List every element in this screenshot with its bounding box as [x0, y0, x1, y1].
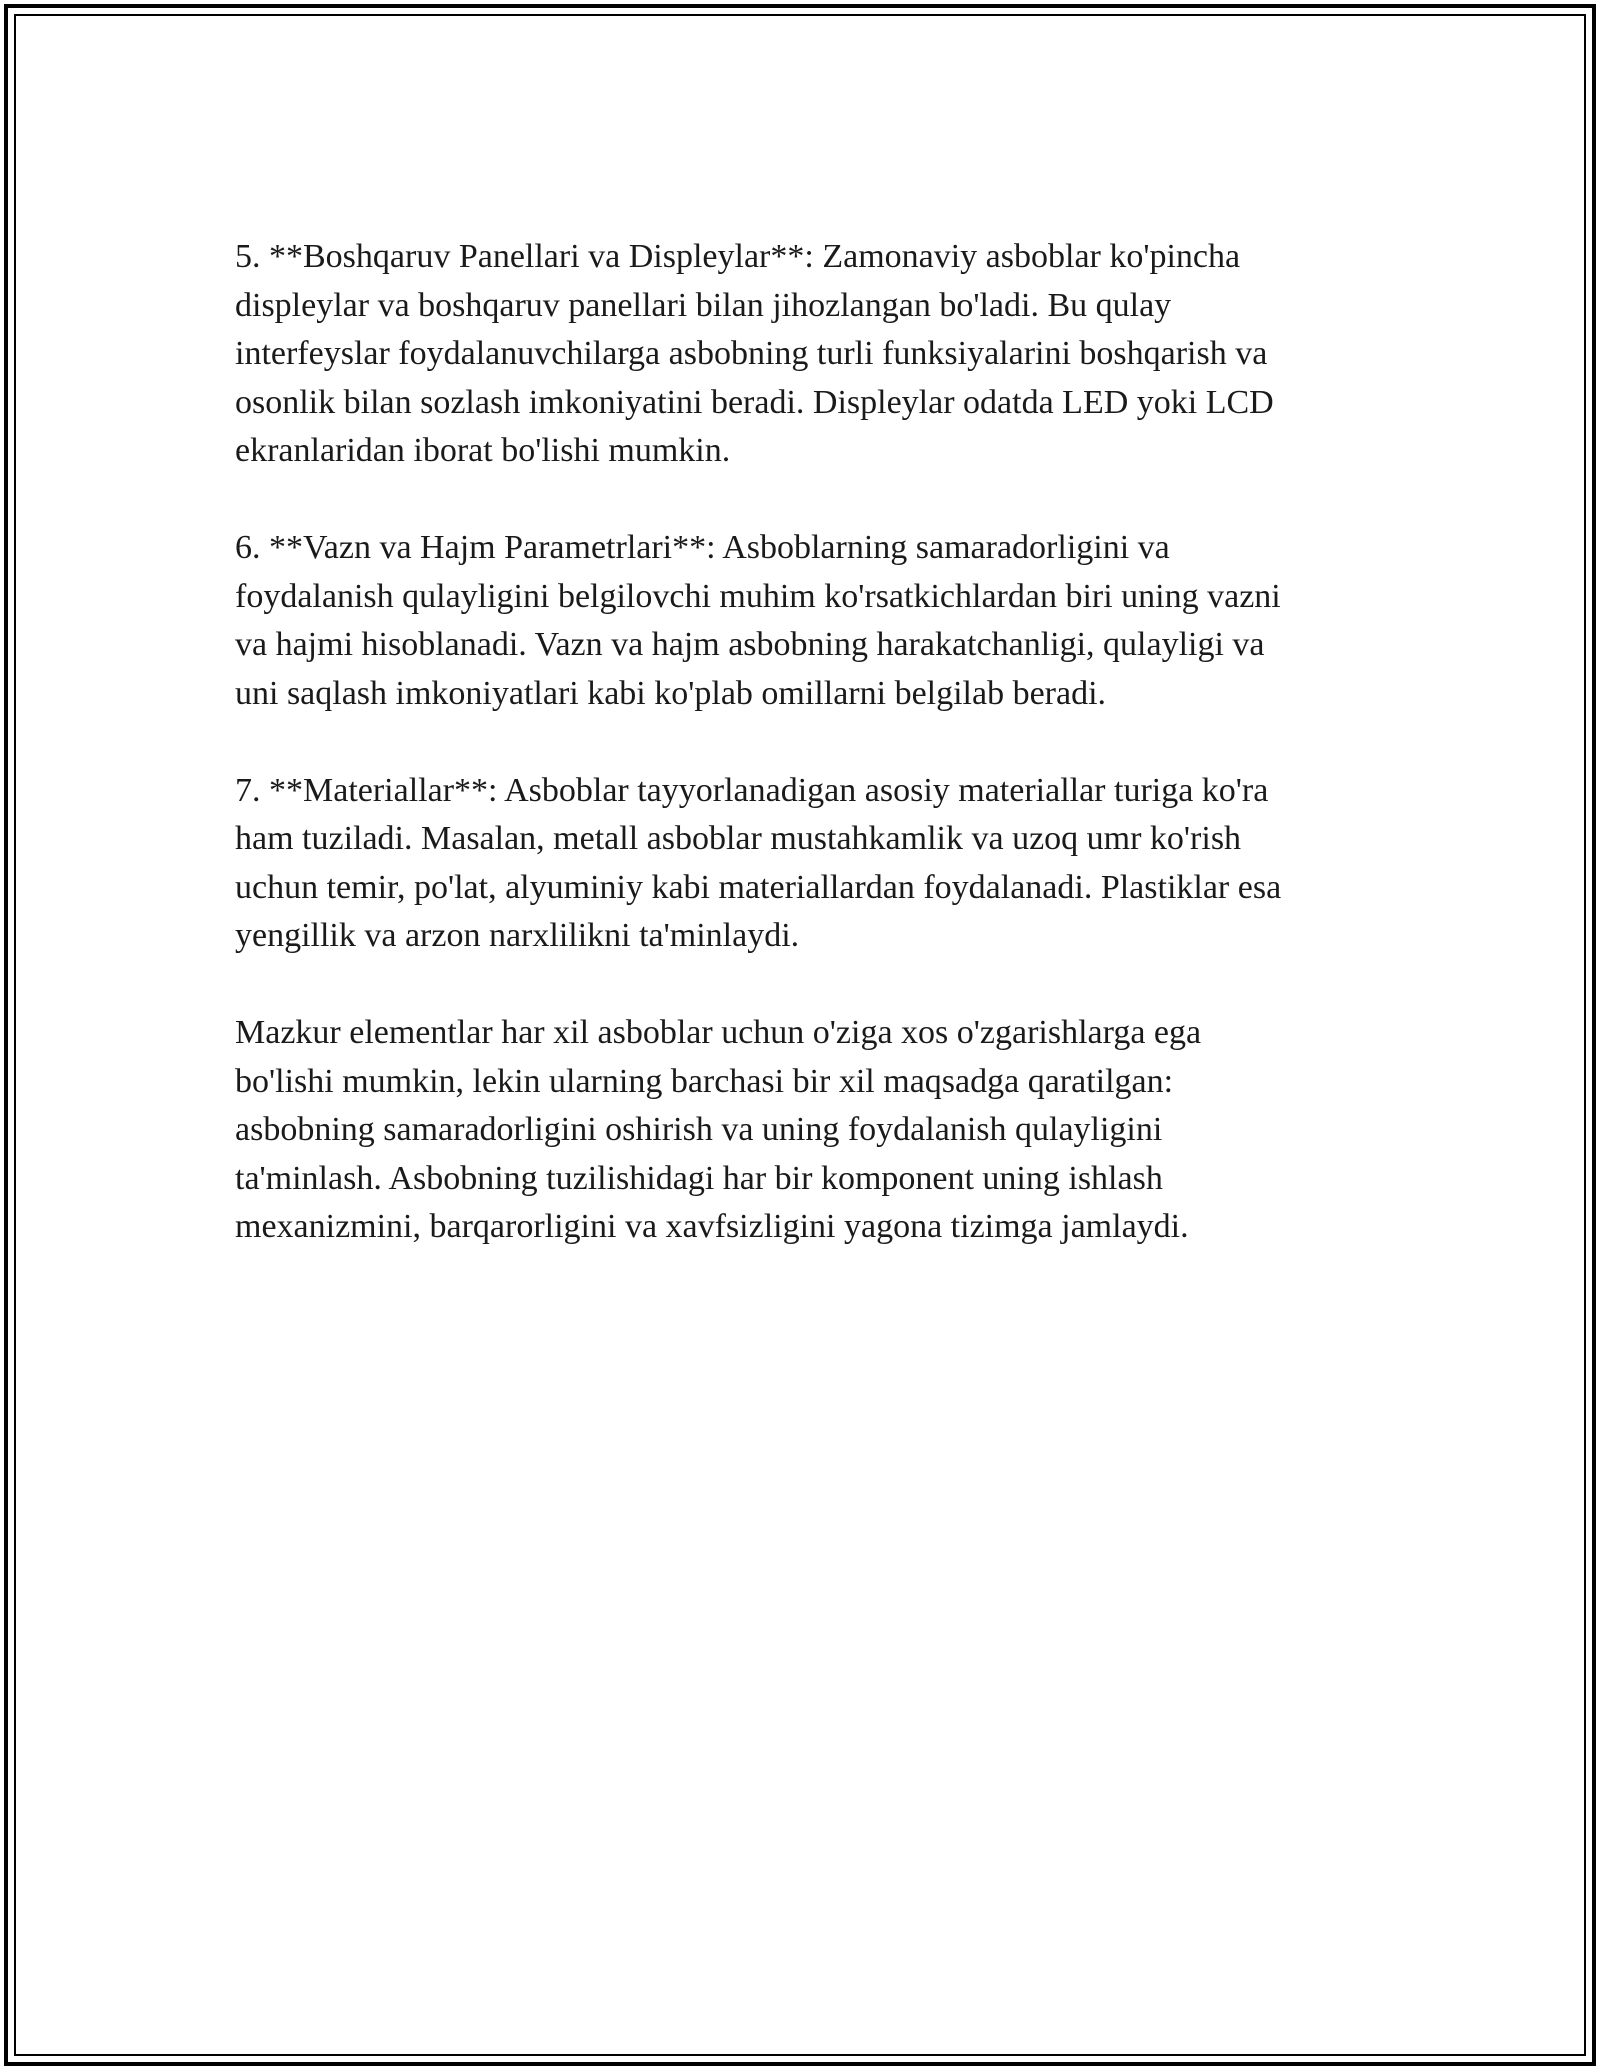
text-line: displeylar va boshqaruv panellari bilan jihozlangan bo'ladi. Bu qulay: [235, 286, 1172, 324]
text-line: mexanizmini, barqarorligini va xavfsizligini yagona tizimga jamlaydi.: [235, 1208, 1189, 1245]
text-line: foydalanish qulayligini belgilovchi muhim ko'rsatkichlardan biri uning vazni: [235, 577, 1281, 615]
text-line: uchun temir, po'lat, alyuminiy kabi materiallardan foydalanadi. Plastiklar esa: [235, 868, 1282, 906]
text-line: 6. **Vazn va Hajm Parametrlari**: Asboblarning samaradorligini va: [235, 529, 1170, 566]
text-line: ham tuziladi. Masalan, metall asboblar mustahkamlik va uzoq umr ko'rish: [235, 820, 1242, 857]
text-line: yengillik va arzon narxlilikni ta'minlaydi.: [235, 917, 800, 954]
text-line: osonlik bilan sozlash imkoniyatini beradi. Displeylar odatda LED yoki LCD: [235, 383, 1274, 421]
text-line: asbobning samaradorligini oshirish va uning foydalanish qulayligini: [235, 1111, 1163, 1148]
text-line: ekranlaridan iborat bo'lishi mumkin.: [235, 432, 731, 469]
paragraph-controls-displays: [235, 233, 1395, 476]
text-line: va hajmi hisoblanadi. Vazn va hajm asbobning harakatchanligi, qulayligi va: [235, 626, 1265, 663]
document-body: [235, 233, 1395, 1300]
text-line: bo'lishi mumkin, lekin ularning barchasi bir xil maqsadga qaratilgan:: [235, 1062, 1174, 1100]
text-line: interfeyslar foydalanuvchilarga asbobning turli funksiyalarini boshqarish va: [235, 335, 1268, 372]
text-line: 7. **Materiallar**: Asboblar tayyorlanadigan asosiy materiallar turiga ko'ra: [235, 771, 1269, 809]
text-line: uni saqlash imkoniyatlari kabi ko'plab omillarni belgilab beradi.: [235, 674, 1107, 712]
text-line: Mazkur elementlar har xil asboblar uchun o'ziga xos o'zgarishlarga ega: [235, 1014, 1202, 1051]
text-line: 5. **Boshqaruv Panellari va Displeylar**: Zamonaviy asboblar ko'pincha: [235, 238, 1241, 275]
text-line: ta'minlash. Asbobning tuzilishidagi har bir komponent uning ishlash: [235, 1159, 1163, 1197]
paragraph-materials: [235, 767, 1395, 961]
paragraph-weight-volume: [235, 524, 1395, 718]
paragraph-conclusion: [235, 1009, 1395, 1252]
